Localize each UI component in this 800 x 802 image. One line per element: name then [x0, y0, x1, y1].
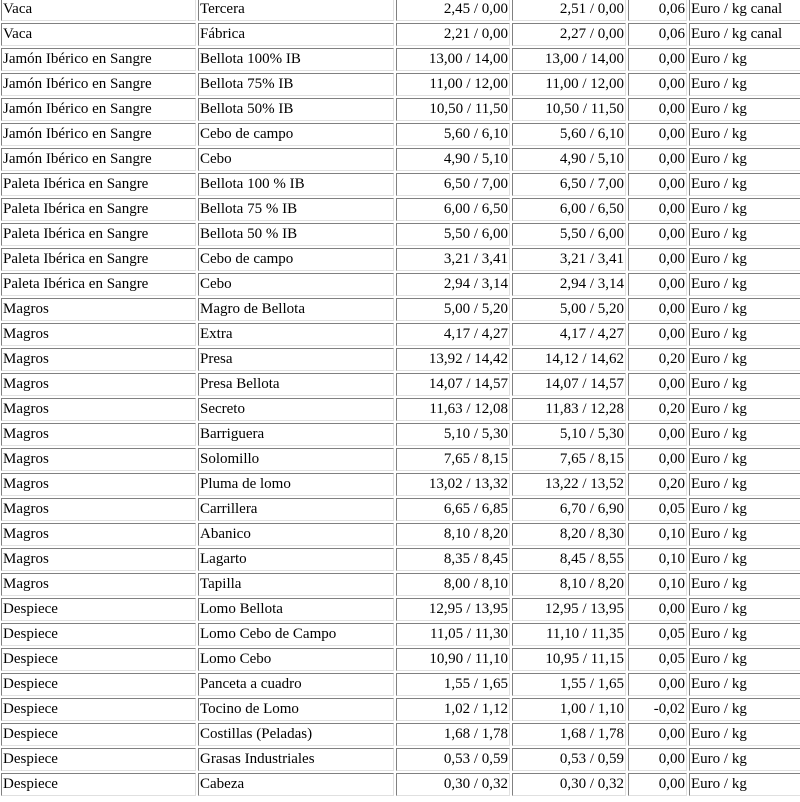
- previous-price-cell: 0,53 / 0,59: [396, 748, 510, 771]
- table-row: [1, 173, 800, 196]
- previous-price-cell: 6,50 / 7,00: [396, 173, 510, 196]
- table-row: [1, 73, 800, 96]
- difference-cell: 0,00: [628, 448, 687, 471]
- table-row: [1, 273, 800, 296]
- category-cell: Jamón Ibérico en Sangre: [1, 48, 196, 71]
- current-price-cell: 14,12 / 14,62: [512, 348, 626, 371]
- category-cell: Magros: [1, 348, 196, 371]
- product-type-cell: Costillas (Peladas): [198, 723, 394, 746]
- table-row: [1, 598, 800, 621]
- previous-price-cell: 11,00 / 12,00: [396, 73, 510, 96]
- current-price-cell: 2,94 / 3,14: [512, 273, 626, 296]
- current-price-cell: 6,00 / 6,50: [512, 198, 626, 221]
- unit-cell: Euro / kg: [689, 598, 800, 621]
- difference-cell: 0,06: [628, 0, 687, 21]
- unit-cell: Euro / kg: [689, 648, 800, 671]
- difference-cell: 0,10: [628, 523, 687, 546]
- category-cell: Magros: [1, 573, 196, 596]
- current-price-cell: 6,70 / 6,90: [512, 498, 626, 521]
- current-price-cell: 12,95 / 13,95: [512, 598, 626, 621]
- unit-cell: Euro / kg: [689, 48, 800, 71]
- product-type-cell: Secreto: [198, 398, 394, 421]
- previous-price-cell: 11,05 / 11,30: [396, 623, 510, 646]
- unit-cell: Euro / kg: [689, 698, 800, 721]
- unit-cell: Euro / kg: [689, 123, 800, 146]
- product-type-cell: Lomo Cebo de Campo: [198, 623, 394, 646]
- unit-cell: Euro / kg: [689, 348, 800, 371]
- category-cell: Paleta Ibérica en Sangre: [1, 198, 196, 221]
- product-type-cell: Lomo Cebo: [198, 648, 394, 671]
- table-row: [1, 23, 800, 46]
- unit-cell: Euro / kg canal: [689, 23, 800, 46]
- difference-cell: 0,00: [628, 148, 687, 171]
- previous-price-cell: 11,63 / 12,08: [396, 398, 510, 421]
- current-price-cell: 7,65 / 8,15: [512, 448, 626, 471]
- previous-price-cell: 6,65 / 6,85: [396, 498, 510, 521]
- table-row: [1, 748, 800, 771]
- category-cell: Despiece: [1, 648, 196, 671]
- current-price-cell: 2,27 / 0,00: [512, 23, 626, 46]
- unit-cell: Euro / kg: [689, 548, 800, 571]
- difference-cell: 0,00: [628, 248, 687, 271]
- difference-cell: 0,00: [628, 223, 687, 246]
- product-type-cell: Bellota 50 % IB: [198, 223, 394, 246]
- product-type-cell: Presa Bellota: [198, 373, 394, 396]
- current-price-cell: 5,60 / 6,10: [512, 123, 626, 146]
- current-price-cell: 6,50 / 7,00: [512, 173, 626, 196]
- difference-cell: 0,00: [628, 48, 687, 71]
- previous-price-cell: 7,65 / 8,15: [396, 448, 510, 471]
- table-row: [1, 498, 800, 521]
- category-cell: Despiece: [1, 673, 196, 696]
- category-cell: Magros: [1, 423, 196, 446]
- product-type-cell: Abanico: [198, 523, 394, 546]
- current-price-cell: 2,51 / 0,00: [512, 0, 626, 21]
- unit-cell: Euro / kg: [689, 423, 800, 446]
- current-price-cell: 8,45 / 8,55: [512, 548, 626, 571]
- difference-cell: 0,06: [628, 23, 687, 46]
- table-row: [1, 573, 800, 596]
- table-row: [1, 323, 800, 346]
- unit-cell: Euro / kg: [689, 148, 800, 171]
- category-cell: Paleta Ibérica en Sangre: [1, 173, 196, 196]
- product-type-cell: Magro de Bellota: [198, 298, 394, 321]
- product-type-cell: Barriguera: [198, 423, 394, 446]
- unit-cell: Euro / kg: [689, 573, 800, 596]
- product-type-cell: Tapilla: [198, 573, 394, 596]
- current-price-cell: 11,10 / 11,35: [512, 623, 626, 646]
- previous-price-cell: 1,02 / 1,12: [396, 698, 510, 721]
- current-price-cell: 1,55 / 1,65: [512, 673, 626, 696]
- previous-price-cell: 10,90 / 11,10: [396, 648, 510, 671]
- table-row: [1, 398, 800, 421]
- previous-price-cell: 13,02 / 13,32: [396, 473, 510, 496]
- table-row: [1, 673, 800, 696]
- unit-cell: Euro / kg: [689, 98, 800, 121]
- previous-price-cell: 0,30 / 0,32: [396, 773, 510, 796]
- current-price-cell: 11,00 / 12,00: [512, 73, 626, 96]
- product-type-cell: Cabeza: [198, 773, 394, 796]
- unit-cell: Euro / kg: [689, 673, 800, 696]
- difference-cell: 0,00: [628, 748, 687, 771]
- product-type-cell: Carrillera: [198, 498, 394, 521]
- table-row: [1, 348, 800, 371]
- difference-cell: 0,00: [628, 73, 687, 96]
- category-cell: Vaca: [1, 23, 196, 46]
- difference-cell: 0,00: [628, 723, 687, 746]
- difference-cell: 0,00: [628, 298, 687, 321]
- category-cell: Magros: [1, 523, 196, 546]
- unit-cell: Euro / kg: [689, 448, 800, 471]
- difference-cell: 0,10: [628, 573, 687, 596]
- difference-cell: 0,20: [628, 398, 687, 421]
- unit-cell: Euro / kg: [689, 748, 800, 771]
- product-type-cell: Cebo de campo: [198, 248, 394, 271]
- difference-cell: 0,00: [628, 423, 687, 446]
- table-row: [1, 623, 800, 646]
- previous-price-cell: 13,92 / 14,42: [396, 348, 510, 371]
- category-cell: Magros: [1, 398, 196, 421]
- difference-cell: 0,05: [628, 623, 687, 646]
- difference-cell: 0,00: [628, 598, 687, 621]
- category-cell: Despiece: [1, 698, 196, 721]
- previous-price-cell: 8,35 / 8,45: [396, 548, 510, 571]
- previous-price-cell: 8,00 / 8,10: [396, 573, 510, 596]
- current-price-cell: 13,00 / 14,00: [512, 48, 626, 71]
- product-type-cell: Bellota 75% IB: [198, 73, 394, 96]
- product-type-cell: Fábrica: [198, 23, 394, 46]
- current-price-cell: 11,83 / 12,28: [512, 398, 626, 421]
- category-cell: Jamón Ibérico en Sangre: [1, 98, 196, 121]
- table-row: [1, 473, 800, 496]
- unit-cell: Euro / kg: [689, 773, 800, 796]
- difference-cell: 0,20: [628, 473, 687, 496]
- product-type-cell: Solomillo: [198, 448, 394, 471]
- unit-cell: Euro / kg: [689, 473, 800, 496]
- category-cell: Magros: [1, 473, 196, 496]
- previous-price-cell: 5,60 / 6,10: [396, 123, 510, 146]
- previous-price-cell: 3,21 / 3,41: [396, 248, 510, 271]
- difference-cell: 0,20: [628, 348, 687, 371]
- unit-cell: Euro / kg canal: [689, 0, 800, 21]
- table-row: [1, 148, 800, 171]
- product-type-cell: Extra: [198, 323, 394, 346]
- product-type-cell: Bellota 75 % IB: [198, 198, 394, 221]
- current-price-cell: 8,10 / 8,20: [512, 573, 626, 596]
- category-cell: Despiece: [1, 598, 196, 621]
- current-price-cell: 4,17 / 4,27: [512, 323, 626, 346]
- previous-price-cell: 12,95 / 13,95: [396, 598, 510, 621]
- difference-cell: 0,00: [628, 673, 687, 696]
- previous-price-cell: 2,21 / 0,00: [396, 23, 510, 46]
- previous-price-cell: 1,55 / 1,65: [396, 673, 510, 696]
- difference-cell: 0,00: [628, 198, 687, 221]
- difference-cell: 0,00: [628, 123, 687, 146]
- difference-cell: 0,10: [628, 548, 687, 571]
- unit-cell: Euro / kg: [689, 373, 800, 396]
- product-type-cell: Bellota 50% IB: [198, 98, 394, 121]
- table-row: [1, 198, 800, 221]
- product-type-cell: Lagarto: [198, 548, 394, 571]
- unit-cell: Euro / kg: [689, 173, 800, 196]
- previous-price-cell: 5,50 / 6,00: [396, 223, 510, 246]
- category-cell: Jamón Ibérico en Sangre: [1, 148, 196, 171]
- unit-cell: Euro / kg: [689, 723, 800, 746]
- table-row: [1, 223, 800, 246]
- current-price-cell: 5,10 / 5,30: [512, 423, 626, 446]
- unit-cell: Euro / kg: [689, 73, 800, 96]
- category-cell: Paleta Ibérica en Sangre: [1, 248, 196, 271]
- current-price-cell: 1,00 / 1,10: [512, 698, 626, 721]
- previous-price-cell: 5,10 / 5,30: [396, 423, 510, 446]
- previous-price-cell: 2,45 / 0,00: [396, 0, 510, 21]
- difference-cell: 0,00: [628, 323, 687, 346]
- product-type-cell: Lomo Bellota: [198, 598, 394, 621]
- current-price-cell: 13,22 / 13,52: [512, 473, 626, 496]
- difference-cell: 0,05: [628, 498, 687, 521]
- difference-cell: 0,00: [628, 373, 687, 396]
- previous-price-cell: 5,00 / 5,20: [396, 298, 510, 321]
- table-row: [1, 423, 800, 446]
- category-cell: Paleta Ibérica en Sangre: [1, 273, 196, 296]
- previous-price-cell: 14,07 / 14,57: [396, 373, 510, 396]
- difference-cell: 0,00: [628, 773, 687, 796]
- current-price-cell: 10,95 / 11,15: [512, 648, 626, 671]
- current-price-cell: 14,07 / 14,57: [512, 373, 626, 396]
- difference-cell: 0,00: [628, 98, 687, 121]
- current-price-cell: 0,30 / 0,32: [512, 773, 626, 796]
- category-cell: Magros: [1, 323, 196, 346]
- unit-cell: Euro / kg: [689, 273, 800, 296]
- table-row: [1, 773, 800, 796]
- product-type-cell: Presa: [198, 348, 394, 371]
- previous-price-cell: 8,10 / 8,20: [396, 523, 510, 546]
- category-cell: Jamón Ibérico en Sangre: [1, 73, 196, 96]
- previous-price-cell: 6,00 / 6,50: [396, 198, 510, 221]
- current-price-cell: 5,50 / 6,00: [512, 223, 626, 246]
- table-row: [1, 448, 800, 471]
- table-row: [1, 548, 800, 571]
- difference-cell: 0,00: [628, 173, 687, 196]
- category-cell: Despiece: [1, 723, 196, 746]
- previous-price-cell: 10,50 / 11,50: [396, 98, 510, 121]
- current-price-cell: 8,20 / 8,30: [512, 523, 626, 546]
- product-type-cell: Bellota 100% IB: [198, 48, 394, 71]
- unit-cell: Euro / kg: [689, 223, 800, 246]
- category-cell: Jamón Ibérico en Sangre: [1, 123, 196, 146]
- price-table-body: [1, 0, 800, 796]
- difference-cell: 0,05: [628, 648, 687, 671]
- current-price-cell: 10,50 / 11,50: [512, 98, 626, 121]
- table-row: [1, 698, 800, 721]
- table-row: [1, 123, 800, 146]
- category-cell: Magros: [1, 373, 196, 396]
- previous-price-cell: 2,94 / 3,14: [396, 273, 510, 296]
- table-row: [1, 248, 800, 271]
- table-row: [1, 648, 800, 671]
- product-type-cell: Tercera: [198, 0, 394, 21]
- category-cell: Magros: [1, 298, 196, 321]
- category-cell: Magros: [1, 498, 196, 521]
- difference-cell: -0,02: [628, 698, 687, 721]
- product-type-cell: Grasas Industriales: [198, 748, 394, 771]
- difference-cell: 0,00: [628, 273, 687, 296]
- product-type-cell: Cebo: [198, 148, 394, 171]
- unit-cell: Euro / kg: [689, 248, 800, 271]
- category-cell: Despiece: [1, 623, 196, 646]
- category-cell: Paleta Ibérica en Sangre: [1, 223, 196, 246]
- category-cell: Vaca: [1, 0, 196, 21]
- category-cell: Despiece: [1, 773, 196, 796]
- unit-cell: Euro / kg: [689, 498, 800, 521]
- product-type-cell: Cebo: [198, 273, 394, 296]
- unit-cell: Euro / kg: [689, 298, 800, 321]
- table-row: [1, 298, 800, 321]
- current-price-cell: 1,68 / 1,78: [512, 723, 626, 746]
- category-cell: Magros: [1, 548, 196, 571]
- table-row: [1, 373, 800, 396]
- unit-cell: Euro / kg: [689, 398, 800, 421]
- unit-cell: Euro / kg: [689, 623, 800, 646]
- product-type-cell: Bellota 100 % IB: [198, 173, 394, 196]
- product-type-cell: Pluma de lomo: [198, 473, 394, 496]
- category-cell: Despiece: [1, 748, 196, 771]
- previous-price-cell: 4,90 / 5,10: [396, 148, 510, 171]
- product-type-cell: Panceta a cuadro: [198, 673, 394, 696]
- previous-price-cell: 13,00 / 14,00: [396, 48, 510, 71]
- table-row: [1, 98, 800, 121]
- current-price-cell: 4,90 / 5,10: [512, 148, 626, 171]
- product-type-cell: Tocino de Lomo: [198, 698, 394, 721]
- table-row: [1, 0, 800, 21]
- current-price-cell: 3,21 / 3,41: [512, 248, 626, 271]
- product-type-cell: Cebo de campo: [198, 123, 394, 146]
- unit-cell: Euro / kg: [689, 523, 800, 546]
- unit-cell: Euro / kg: [689, 198, 800, 221]
- table-row: [1, 723, 800, 746]
- table-row: [1, 523, 800, 546]
- category-cell: Magros: [1, 448, 196, 471]
- previous-price-cell: 4,17 / 4,27: [396, 323, 510, 346]
- previous-price-cell: 1,68 / 1,78: [396, 723, 510, 746]
- current-price-cell: 5,00 / 5,20: [512, 298, 626, 321]
- table-row: [1, 48, 800, 71]
- unit-cell: Euro / kg: [689, 323, 800, 346]
- current-price-cell: 0,53 / 0,59: [512, 748, 626, 771]
